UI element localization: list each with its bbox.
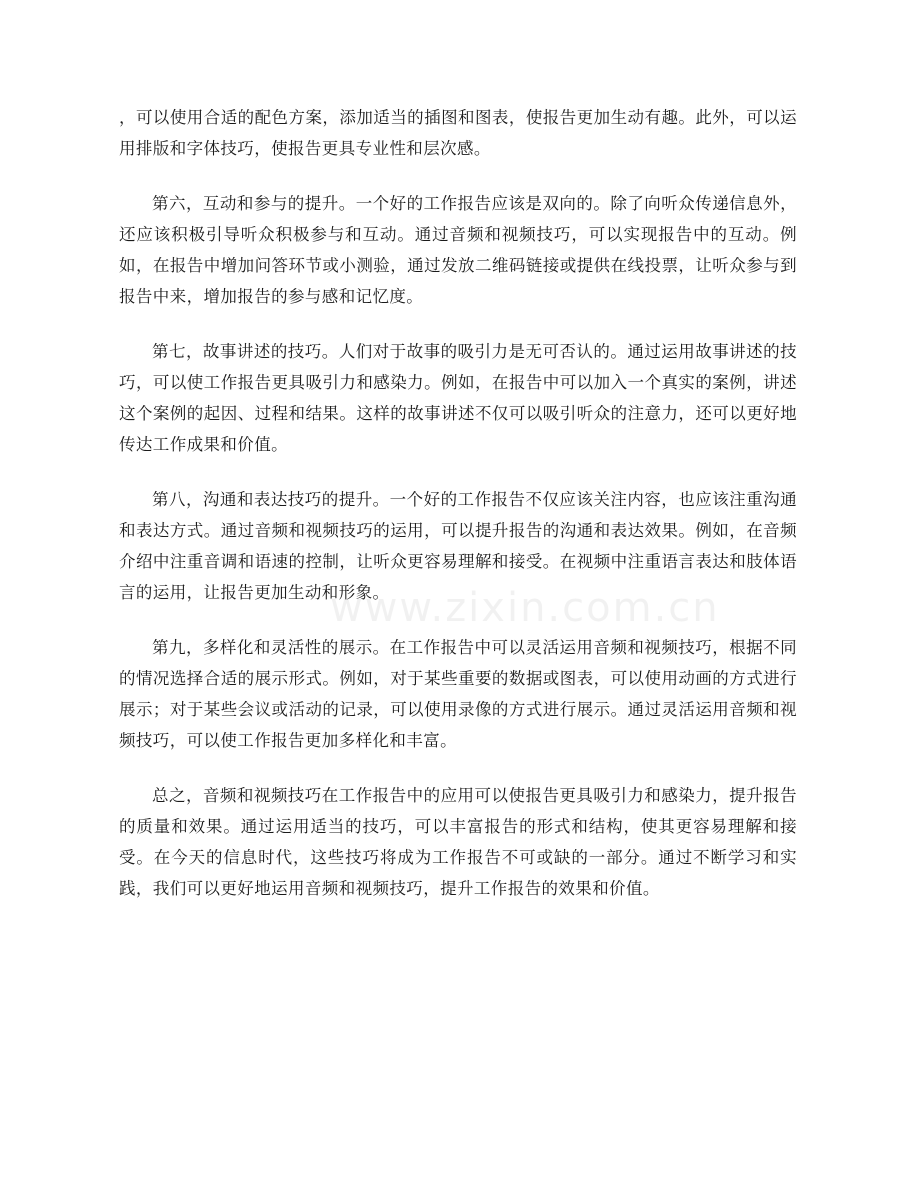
document-body [119,102,797,928]
watermark: www.zixin.com.cn [330,585,720,631]
paragraph-sixth-point: 第六，互动和参与的提升。一个好的工作报告应该是双向的。除了向听众传递信息外，还应该积极引导听众积极参与和互动。通过音频和视频技巧，可以实现报告中的互动。例如，在报告中增加问答环节或小测验，通过发放二维码链接或提供在线投票，让听众参与到报告中来，增加报告的参与感和记忆度。 [119,194,797,306]
paragraph-continuation: ，可以使用合适的配色方案，添加适当的插图和图表，使报告更加生动有趣。此外，可以运用排版和字体技巧，使报告更具专业性和层次感。 [119,108,797,158]
paragraph-seventh-point: 第七，故事讲述的技巧。人们对于故事的吸引力是无可否认的。通过运用故事讲述的技巧，可以使工作报告更具吸引力和感染力。例如，在报告中可以加入一个真实的案例，讲述这个案例的起因、过程和结果。这样的故事讲述不仅可以吸引听众的注意力，还可以更好地传达工作成果和价值。 [119,342,797,454]
paragraph-ninth-point: 第九，多样化和灵活性的展示。在工作报告中可以灵活运用音频和视频技巧，根据不同的情况选择合适的展示形式。例如，对于某些重要的数据或图表，可以使用动画的方式进行展示；对于某些会议或活动的记录，可以使用录像的方式进行展示。通过灵活运用音频和视频技巧，可以使工作报告更加多样化和丰富。 [119,638,797,750]
paragraph-eighth-point: 第八，沟通和表达技巧的提升。一个好的工作报告不仅应该关注内容，也应该注重沟通和表达方式。通过音频和视频技巧的运用，可以提升报告的沟通和表达效果。例如，在音频介绍中注重音调和语速的控制，让听众更容易理解和接受。在视频中注重语言表达和肢体语言的运用，让报告更加生动和形象。 [119,490,797,602]
paragraph-conclusion: 总之，音频和视频技巧在工作报告中的应用可以使报告更具吸引力和感染力，提升报告的质量和效果。通过运用适当的技巧，可以丰富报告的形式和结构，使其更容易理解和接受。在今天的信息时代，这些技巧将成为工作报告不可或缺的一部分。通过不断学习和实践，我们可以更好地运用音频和视频技巧，提升工作报告的效果和价值。 [119,786,797,898]
